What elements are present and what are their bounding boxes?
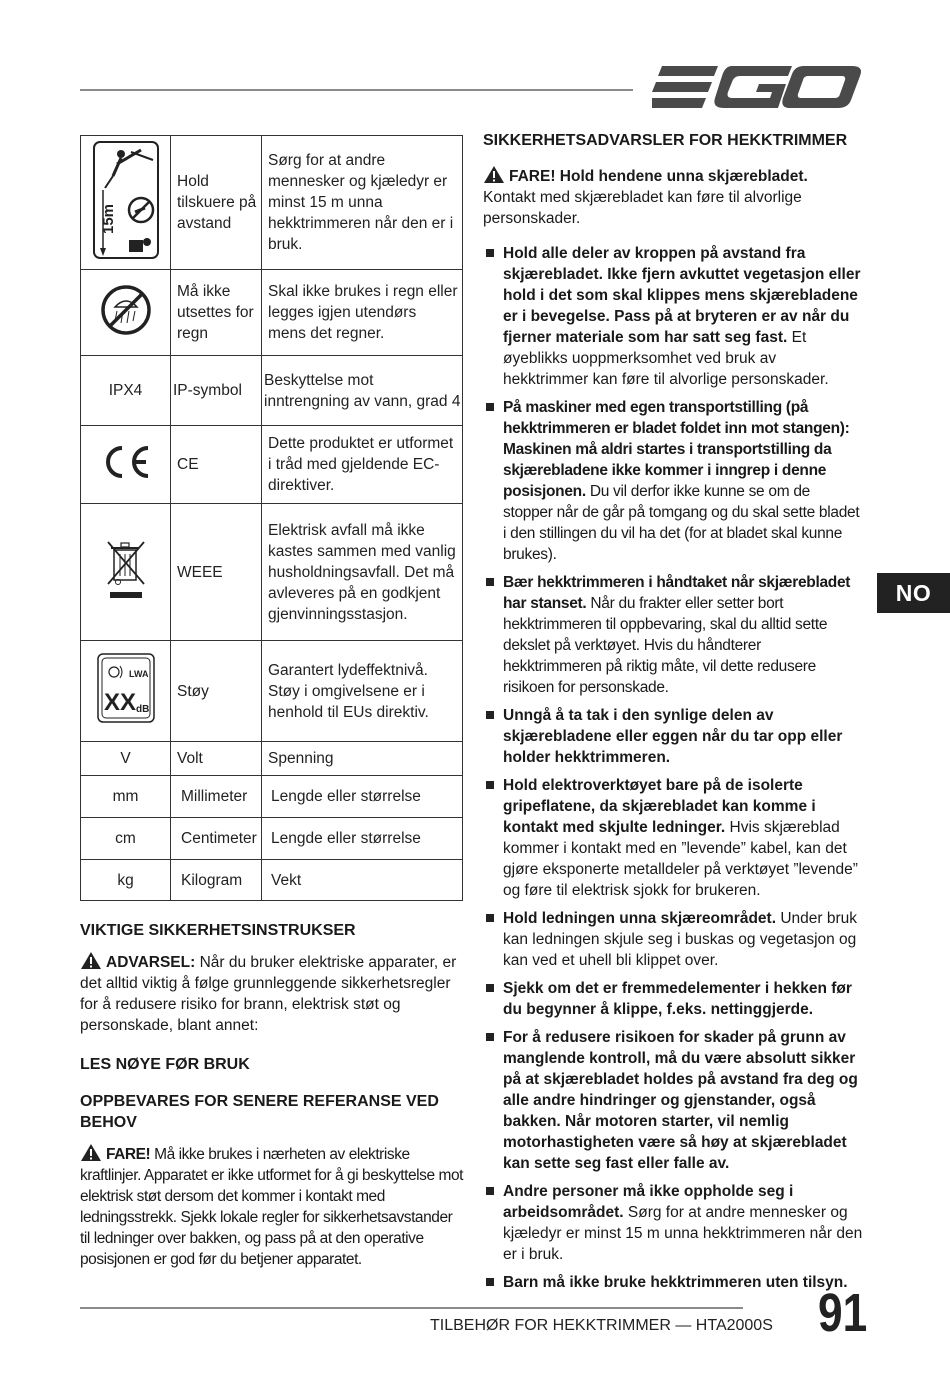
symbol-desc: Lengde eller størrelse [262,776,463,818]
list-item: Sjekk om det er fremmedelementer i hekken før du begynner å klippe, f.eks. nettinggjerde. [483,978,863,1020]
warning-text: Når du bruker elektriske apparater, er det alltid viktig å følge grunnleggende sikkerhetsregler for å redusere risiko for brann, elektrisk støt og personskade, blant annet: [80,954,457,1034]
symbol-cell [81,504,171,641]
symbol-cell [81,136,171,270]
symbol-cell: cm [81,818,171,860]
table-row [81,641,463,742]
danger-bold: Hold hendene unna skjærebladet. [555,168,808,185]
symbol-name: Kilogram [171,860,262,901]
symbol-desc: Lengde eller størrelse [262,818,463,860]
table-row [81,356,463,426]
list-item: På maskiner med egen transportstilling (på hekktrimmeren er bladet foldet inn mot stangen): Maskinen må aldri startes i transportstilling da skjærebladene ikke kommer i inngrep i denne posisjonen. Du vil derfor ikke kunne se om de stopper når de går på tomgang og du skal sette bladet i den stillingen du vil ha det (for at bladet skal kunne brukes). [483,397,863,565]
section-heading: LES NØYE FØR BRUK [80,1056,250,1073]
ego-logo [652,62,862,112]
symbol-cell: V [81,742,171,776]
danger-label: FARE! [509,168,556,185]
sound-level-label: XX [103,689,136,716]
list-item: Barn må ikke bruke hekktrimmeren uten tilsyn. [483,1272,863,1293]
symbol-desc: Vekt [262,860,463,901]
section-heading: SIKKERHETSADVARSLER FOR HEKKTRIMMER [483,132,848,149]
symbol-name: Centimeter [171,818,262,860]
bystander-distance-15m-icon [91,138,161,262]
ce-mark-icon [100,444,152,480]
table-row [81,270,463,356]
danger-label: FARE! [106,1146,151,1163]
list-item: Bær hekktrimmeren i håndtaket når skjærebladet har stanset. Når du frakter eller setter bort hekktrimmeren til oppbevaring, skal du alltid sette dekslet på verktøyet. Hvis du håndterer hekktrimmeren på riktig måte, vil dette redusere risikoen for personskade. [483,572,863,698]
symbol-desc: Elektrisk avfall må ikke kastes sammen med vanlig husholdningsavfall. Det må avleveres på en godkjent gjenvinningsstasjon. [262,504,463,641]
table-row [81,742,463,776]
footer-rule [80,1307,743,1309]
right-column [483,130,863,1300]
sound-power-icon [96,652,156,724]
warning-list [483,243,863,1293]
warning-label: ADVARSEL: [106,954,196,971]
symbol-name: WEEE [171,504,262,641]
header-rule [80,89,633,91]
symbol-name: Volt [171,742,262,776]
db-unit-label: dB [135,704,149,715]
danger-text: Må ikke brukes i nærheten av elektriske kraftlinjer. Apparatet er ikke utformet for å gi beskyttelse mot elektrisk støt dersom det kommer i kontakt med ledningsstrekk. Sjekk lokale regler for sikkerhetsavstander til ledninger over bakken, og pass på at den operative posisjonen er god før du betjener apparatet. [80,1146,463,1268]
warning-triangle-icon [483,165,505,184]
section-heading: OPPBEVARES FOR SENERE REFERANSE VED BEHOV [80,1093,439,1131]
warning-triangle-icon [80,951,102,970]
symbol-name: Må ikke utsettes for regn [171,270,262,356]
left-column [80,920,465,1270]
symbol-cell: mm [81,776,171,818]
symbol-desc: Garantert lydeffektnivå. Støy i omgivelsene er i henhold til EUs direktiv. [262,641,463,742]
table-row [81,860,463,901]
warning-triangle-icon [80,1143,102,1162]
list-item: Hold alle deler av kroppen på avstand fra skjærebladet. Ikke fjern avkuttet vegetasjon eller hold i det som skal klippes mens skjærebladene er i bevegelse. Pass på at bryteren er av når du fjerner materiale som har satt seg fast. Et øyeblikks uoppmerksomhet ved bruk av hekktrimmer kan føre til alvorlige personskader. [483,243,863,390]
symbol-cell [81,426,171,504]
section-heading: VIKTIGE SIKKERHETSINSTRUKSER [80,922,356,939]
footer-title: TILBEHØR FOR HEKKTRIMMER — HTA2000S [430,1317,773,1334]
symbol-name: Millimeter [171,776,262,818]
table-row [81,776,463,818]
table-row [81,136,463,270]
symbol-cell: IPX4 [81,356,171,426]
page-number: 91 [818,1283,868,1343]
list-item: Unngå å ta tak i den synlige delen av skjærebladene eller eggen når du tar opp eller holder hekktrimmeren. [483,705,863,768]
symbol-cell [81,641,171,742]
list-item: For å redusere risikoen for skader på grunn av manglende kontroll, må du være absolutt sikker på at skjærebladet holdes på avstand fra deg og alle andre hindringer og gjenstander, også bakken. Når motoren starter, vil nemlig motorhastigheten være så høy at skjærebladet kan sette seg fast eller falle av. [483,1027,863,1174]
distance-label: 15m [99,203,117,234]
symbol-desc: Beskyttelse mot inntrengning av vann, grad 4 [262,356,463,426]
symbol-desc: Dette produktet er utformet i tråd med gjeldende EC-direktiver. [262,426,463,504]
danger-paragraph [483,165,863,229]
symbol-name: CE [171,426,262,504]
lwa-label: LWA [128,669,148,679]
symbol-desc: Spenning [262,742,463,776]
weee-crossed-bin-icon [104,538,148,600]
symbol-name: Støy [171,641,262,742]
language-tab: NO [877,573,950,613]
symbol-desc: Skal ikke brukes i regn eller legges igjen utendørs mens det regner. [262,270,463,356]
symbols-table [80,135,463,901]
symbol-cell: kg [81,860,171,901]
symbol-name: Hold tilskuere på avstand [171,136,262,270]
warning-paragraph [80,951,465,1036]
symbol-name: IP-symbol [171,356,262,426]
table-row [81,426,463,504]
no-rain-icon [99,283,153,337]
table-row [81,818,463,860]
table-row [81,504,463,641]
list-item: Hold ledningen unna skjæreområdet. Under bruk kan ledningen skjule seg i buskas og vegetasjon og kan ved et uhell bli klippet over. [483,908,863,971]
symbol-desc: Sørg for at andre mennesker og kjæledyr er minst 15 m unna hekktrimmeren når den er i bruk. [262,136,463,270]
list-item: Andre personer må ikke oppholde seg i arbeidsområdet. Sørg for at andre mennesker og kjæledyr er minst 15 m unna hekktrimmeren når den er i bruk. [483,1181,863,1265]
list-item: Hold elektroverktøyet bare på de isolerte gripeflatene, da skjærebladet kan komme i kontakt med skjulte ledninger. Hvis skjæreblad kommer i kontakt med en ”levende” kabel, kan det gjøre eksponerte metalldeler på verktøyet ”levende” og føre til elektrisk sjokk for brukeren. [483,775,863,901]
symbol-cell [81,270,171,356]
danger-text: Kontakt med skjærebladet kan føre til alvorlige personskader. [483,189,802,227]
danger-paragraph [80,1143,465,1270]
